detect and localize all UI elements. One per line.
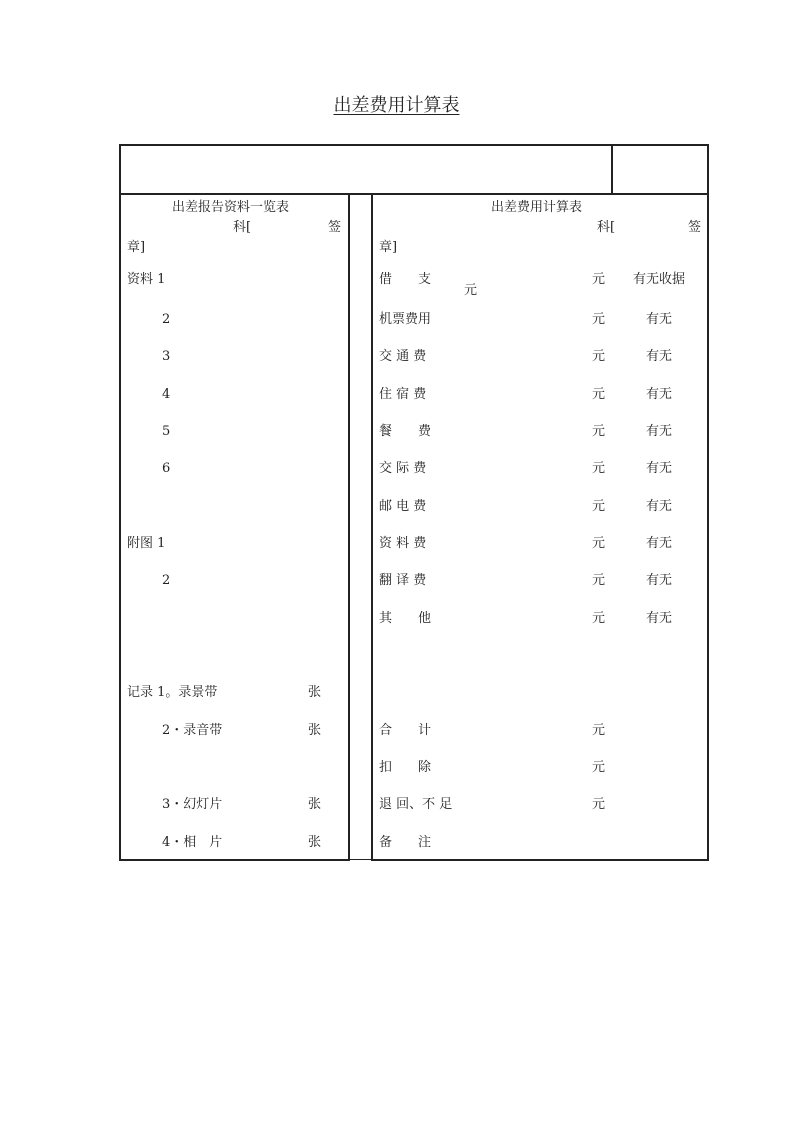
expense-extra: 有无 xyxy=(646,499,673,514)
expense-extra: 有无 xyxy=(646,536,673,551)
expense-unit: 元 xyxy=(592,387,606,402)
expense-unit: 元 xyxy=(592,536,606,551)
expense-unit: 元 xyxy=(592,611,606,626)
left-zhang-label: 章] xyxy=(127,240,146,255)
expense-extra: 有无 xyxy=(646,387,673,402)
record-label: 3・幻灯片 xyxy=(162,797,223,812)
right-qian-label: 签 xyxy=(688,220,702,235)
header-divider xyxy=(611,144,613,195)
expense-label: 机票费用 xyxy=(379,312,432,327)
expense-extra: 有无 xyxy=(646,461,673,476)
record-label: 2・录音带 xyxy=(162,723,223,738)
refund-unit: 元 xyxy=(592,797,606,812)
deduct-label: 扣 除 xyxy=(379,760,432,775)
right-ke-label: 科[ xyxy=(597,220,616,235)
expense-label: 住 宿 费 xyxy=(379,387,427,402)
expense-label: 邮 电 费 xyxy=(379,499,427,514)
left-row-num: 3 xyxy=(162,349,171,364)
deduct-unit: 元 xyxy=(592,760,606,775)
left-qian-label: 签 xyxy=(328,220,342,235)
expense-unit: 元 xyxy=(592,272,606,287)
total-label: 合 计 xyxy=(379,723,432,738)
record-label: 4・相 片 xyxy=(162,835,223,850)
expense-unit: 元 xyxy=(592,461,606,476)
right-zhang-label: 章] xyxy=(379,240,398,255)
expense-unit: 元 xyxy=(592,573,606,588)
left-row-num: 2 xyxy=(162,573,171,588)
expense-unit: 元 xyxy=(592,499,606,514)
expense-unit: 元 xyxy=(592,349,606,364)
remarks-label: 备 注 xyxy=(379,835,432,850)
expense-unit: 元 xyxy=(592,312,606,327)
expense-sub-unit: 元 xyxy=(464,283,478,298)
bottom-connector xyxy=(348,859,373,860)
record-unit: 张 xyxy=(308,723,322,738)
expense-label: 交 通 费 xyxy=(379,349,427,364)
refund-label: 退 回、不 足 xyxy=(379,797,453,812)
header-box xyxy=(119,144,709,195)
record-unit: 张 xyxy=(308,835,322,850)
expense-extra: 有无 xyxy=(646,312,673,327)
left-row-num: 4 xyxy=(162,387,171,402)
total-unit: 元 xyxy=(592,723,606,738)
left-row-num: 5 xyxy=(162,424,171,439)
left-row-num: 附图 1 xyxy=(127,536,166,551)
record-unit: 张 xyxy=(308,685,322,700)
left-heading: 出差报告资料一览表 xyxy=(172,200,290,215)
expense-label: 资 料 费 xyxy=(379,536,427,551)
expense-label: 交 际 费 xyxy=(379,461,427,476)
expense-extra: 有无 xyxy=(646,611,673,626)
left-row-num: 2 xyxy=(162,312,171,327)
expense-unit: 元 xyxy=(592,424,606,439)
expense-label: 餐 费 xyxy=(379,424,432,439)
expense-extra: 有无 xyxy=(646,573,673,588)
expense-label: 其 他 xyxy=(379,611,432,626)
record-label: 记录 1。录景带 xyxy=(127,685,218,700)
expense-label: 借 支 xyxy=(379,272,432,287)
left-row-num: 资料 1 xyxy=(127,272,166,287)
left-panel xyxy=(119,193,350,861)
record-unit: 张 xyxy=(308,797,322,812)
left-ke-label: 科[ xyxy=(233,220,252,235)
expense-extra: 有无 xyxy=(646,349,673,364)
expense-extra: 有无收据 xyxy=(633,272,686,287)
page-title: 出差费用计算表 xyxy=(333,95,460,116)
expense-extra: 有无 xyxy=(646,424,673,439)
right-heading: 出差费用计算表 xyxy=(491,200,583,215)
left-row-num: 6 xyxy=(162,461,171,476)
expense-label: 翻 译 费 xyxy=(379,573,427,588)
